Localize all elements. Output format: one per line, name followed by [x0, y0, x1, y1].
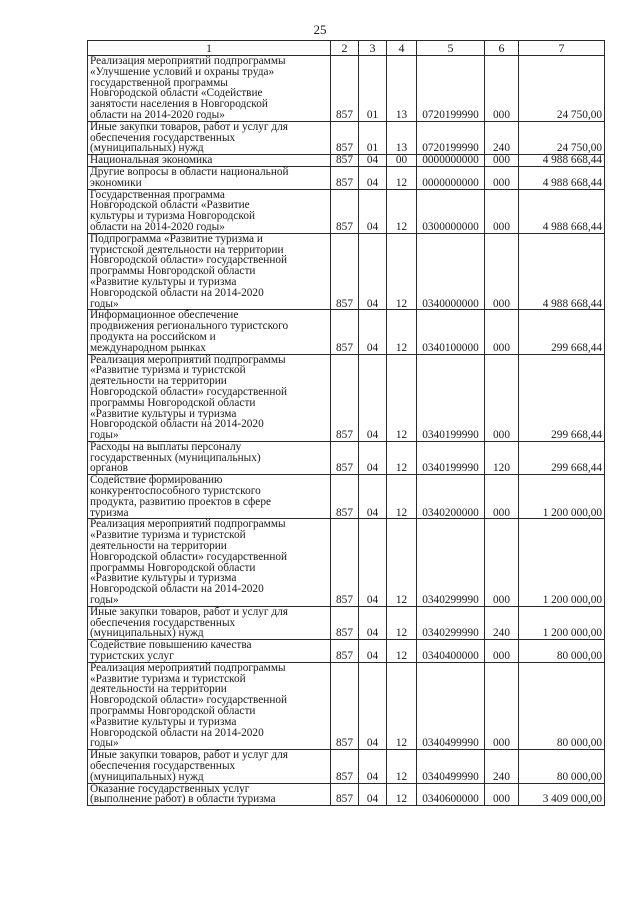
- description-line: Иные закупки товаров, работ и услуг для: [90, 606, 288, 618]
- description-line: Подпрограмма «Развитие туризма и: [90, 233, 263, 245]
- description-line: Новгородской области» государственной: [90, 254, 288, 267]
- description-line: туризма: [90, 506, 129, 519]
- description-line: Государственная программа: [90, 189, 225, 201]
- description-line: продукта на российском и: [90, 330, 216, 343]
- cell-expense-type-code: 000: [485, 475, 519, 519]
- cell-expense-type-code: 000: [485, 56, 519, 122]
- table-row: [88, 354, 605, 441]
- table-row: [88, 606, 605, 639]
- cell-description: [88, 166, 331, 189]
- description-line: обеспечения государственных: [90, 616, 236, 629]
- description-line: туристских услуг: [90, 650, 174, 663]
- table-row: [88, 750, 605, 783]
- cell-expense-type-code: 000: [485, 783, 519, 806]
- cell-amount: 3 409 000,00: [519, 783, 605, 806]
- cell-amount: 299 668,44: [519, 441, 605, 474]
- table-row: [88, 166, 605, 189]
- cell-target-article-code: 0300000000: [417, 189, 485, 233]
- cell-amount: 4 988 668,44: [519, 189, 605, 233]
- description-line: международном рынках: [90, 341, 206, 354]
- table-row: [88, 662, 605, 749]
- table-row: [88, 233, 605, 310]
- description-line: Новгородской области «Содействие: [90, 87, 263, 100]
- cell-amount: 1 200 000,00: [519, 606, 605, 639]
- cell-description: [88, 519, 331, 606]
- cell-amount: 80 000,00: [519, 662, 605, 749]
- description-line: Реализация мероприятий подпрограммы: [90, 518, 286, 531]
- cell-expense-type-code: 000: [485, 233, 519, 310]
- cell-description: [88, 475, 331, 519]
- header-cell-section: 3: [359, 41, 387, 56]
- description-line: «Развитие культуры и туризма: [90, 572, 237, 585]
- header-cell-ministry: 2: [331, 41, 359, 56]
- cell-section-code: 04: [359, 441, 387, 474]
- description-line: Новгородской области на 2014-2020: [90, 583, 264, 596]
- cell-section-code: 04: [359, 750, 387, 783]
- description-line: Реализация мероприятий подпрограммы: [90, 662, 286, 674]
- cell-amount: 4 988 668,44: [519, 155, 605, 167]
- page-number: 25: [313, 22, 327, 37]
- header-cell-expense-type: 6: [485, 41, 519, 56]
- cell-section-code: 04: [359, 640, 387, 663]
- cell-section-code: 04: [359, 155, 387, 167]
- cell-description: [88, 783, 331, 806]
- cell-subsection-code: 12: [387, 475, 417, 519]
- cell-description: [88, 155, 331, 167]
- cell-expense-type-code: 000: [485, 166, 519, 189]
- cell-target-article-code: 0340299990: [417, 519, 485, 606]
- description-line: «Улучшение условий и охраны труда»: [90, 65, 275, 78]
- cell-section-code: 04: [359, 310, 387, 354]
- table-row: [88, 155, 605, 167]
- description-line: Новгородской области» государственной: [90, 694, 288, 707]
- cell-subsection-code: 12: [387, 166, 417, 189]
- cell-subsection-code: 12: [387, 189, 417, 233]
- description-line: Другие вопросы в области национальной: [90, 166, 289, 178]
- description-line: «Развитие культуры и туризма: [90, 715, 237, 728]
- cell-description: [88, 750, 331, 783]
- cell-amount: 299 668,44: [519, 354, 605, 441]
- cell-subsection-code: 12: [387, 606, 417, 639]
- cell-subsection-code: 12: [387, 310, 417, 354]
- cell-subsection-code: 12: [387, 662, 417, 749]
- description-line: Расходы на выплаты персоналу: [90, 441, 242, 453]
- cell-target-article-code: 0000000000: [417, 166, 485, 189]
- cell-expense-type-code: 000: [485, 640, 519, 663]
- cell-description: [88, 662, 331, 749]
- cell-amount: 299 668,44: [519, 310, 605, 354]
- cell-description: [88, 606, 331, 639]
- description-line: (муниципальных) нужд: [90, 627, 204, 640]
- cell-target-article-code: 0340400000: [417, 640, 485, 663]
- description-line: области на 2014-2020 годы»: [90, 108, 225, 121]
- cell-subsection-code: 12: [387, 519, 417, 606]
- cell-description: [88, 354, 331, 441]
- header-cell-amount: 7: [519, 41, 605, 56]
- cell-ministry-code: 857: [331, 121, 359, 154]
- description-line: (муниципальных) нужд: [90, 142, 204, 155]
- description-line: Новгородской области на 2014-2020: [90, 726, 264, 739]
- header-cell-subsection: 4: [387, 41, 417, 56]
- description-line: «Развитие культуры и туризма: [90, 407, 237, 420]
- cell-expense-type-code: 240: [485, 121, 519, 154]
- cell-section-code: 04: [359, 166, 387, 189]
- cell-subsection-code: 13: [387, 56, 417, 122]
- description-line: деятельности на территории: [90, 540, 227, 553]
- cell-subsection-code: 12: [387, 750, 417, 783]
- cell-description: [88, 189, 331, 233]
- cell-expense-type-code: 240: [485, 606, 519, 639]
- description-line: обеспечения государственных: [90, 760, 236, 772]
- table-row: [88, 475, 605, 519]
- cell-ministry-code: 857: [331, 354, 359, 441]
- description-line: туристской деятельности на территории: [90, 243, 284, 256]
- description-line: Информационное обеспечение: [90, 309, 239, 322]
- table-row: [88, 310, 605, 354]
- description-line: Содействие формированию: [90, 474, 223, 487]
- cell-expense-type-code: 000: [485, 662, 519, 749]
- cell-ministry-code: 857: [331, 783, 359, 806]
- cell-expense-type-code: 000: [485, 189, 519, 233]
- cell-subsection-code: 12: [387, 354, 417, 441]
- description-line: Новгородской области» государственной: [90, 550, 288, 563]
- description-line: Национальная экономика: [90, 154, 213, 167]
- cell-subsection-code: 13: [387, 121, 417, 154]
- cell-ministry-code: 857: [331, 519, 359, 606]
- cell-target-article-code: 0340000000: [417, 233, 485, 310]
- cell-section-code: 01: [359, 56, 387, 122]
- cell-ministry-code: 857: [331, 750, 359, 783]
- cell-amount: 80 000,00: [519, 750, 605, 783]
- header-cell-description: 1: [88, 41, 331, 56]
- cell-subsection-code: 12: [387, 441, 417, 474]
- cell-section-code: 04: [359, 354, 387, 441]
- description-line: Оказание государственных услуг: [90, 783, 250, 795]
- description-line: программы Новгородской области: [90, 561, 256, 574]
- description-line: «Развитие культуры и туризма: [90, 275, 237, 288]
- description-line: «Развитие туризма и туристской: [90, 364, 246, 377]
- description-line: (муниципальных) нужд: [90, 770, 204, 783]
- cell-target-article-code: 0340600000: [417, 783, 485, 806]
- cell-expense-type-code: 000: [485, 310, 519, 354]
- description-line: деятельности на территории: [90, 375, 227, 388]
- cell-section-code: 04: [359, 662, 387, 749]
- description-line: Новгородской области на 2014-2020: [90, 286, 264, 299]
- cell-description: [88, 56, 331, 122]
- header-row: [88, 41, 605, 56]
- cell-ministry-code: 857: [331, 233, 359, 310]
- cell-ministry-code: 857: [331, 606, 359, 639]
- description-line: области на 2014-2020 годы»: [90, 220, 225, 233]
- cell-amount: 24 750,00: [519, 121, 605, 154]
- description-line: Реализация мероприятий подпрограммы: [90, 55, 286, 67]
- description-line: государственной программы: [90, 76, 228, 89]
- cell-target-article-code: 0340100000: [417, 310, 485, 354]
- description-line: программы Новгородской области: [90, 705, 256, 718]
- cell-ministry-code: 857: [331, 310, 359, 354]
- description-line: органов: [90, 462, 128, 475]
- cell-section-code: 04: [359, 189, 387, 233]
- table-row: [88, 441, 605, 474]
- description-line: программы Новгородской области: [90, 396, 256, 409]
- description-line: продукта, развитию проектов в сфере: [90, 495, 271, 508]
- description-line: конкурентоспособного туристского: [90, 485, 261, 498]
- description-line: Новгородской области «Развитие: [90, 199, 250, 212]
- cell-target-article-code: 0340199990: [417, 441, 485, 474]
- cell-description: [88, 441, 331, 474]
- cell-expense-type-code: 000: [485, 155, 519, 167]
- cell-subsection-code: 12: [387, 783, 417, 806]
- description-line: (выполнение работ) в области туризма: [90, 793, 276, 806]
- budget-table: [87, 40, 605, 806]
- description-line: «Развитие туризма и туристской: [90, 672, 246, 685]
- cell-target-article-code: 0000000000: [417, 155, 485, 167]
- cell-target-article-code: 0340199990: [417, 354, 485, 441]
- table-row: [88, 56, 605, 122]
- description-line: обеспечения государственных: [90, 131, 236, 144]
- cell-amount: 1 200 000,00: [519, 475, 605, 519]
- description-line: Иные закупки товаров, работ и услуг для: [90, 121, 288, 133]
- description-line: программы Новгородской области: [90, 265, 256, 278]
- cell-target-article-code: 0720199990: [417, 56, 485, 122]
- description-line: экономики: [90, 176, 142, 189]
- description-line: «Развитие туризма и туристской: [90, 529, 246, 542]
- table-row: [88, 189, 605, 233]
- cell-ministry-code: 857: [331, 475, 359, 519]
- description-line: годы»: [90, 594, 119, 607]
- cell-amount: 80 000,00: [519, 640, 605, 663]
- cell-description: [88, 121, 331, 154]
- cell-target-article-code: 0340499990: [417, 662, 485, 749]
- description-line: годы»: [90, 297, 119, 310]
- table-body: [88, 56, 605, 806]
- cell-section-code: 04: [359, 475, 387, 519]
- description-line: продвижения регионального туристского: [90, 320, 289, 333]
- cell-subsection-code: 00: [387, 155, 417, 167]
- cell-target-article-code: 0720199990: [417, 121, 485, 154]
- description-line: Реализация мероприятий подпрограммы: [90, 354, 286, 366]
- cell-expense-type-code: 240: [485, 750, 519, 783]
- cell-ministry-code: 857: [331, 640, 359, 663]
- cell-expense-type-code: 000: [485, 354, 519, 441]
- table-row: [88, 519, 605, 606]
- description-line: Новгородской области» государственной: [90, 385, 288, 398]
- cell-target-article-code: 0340299990: [417, 606, 485, 639]
- table-row: [88, 640, 605, 663]
- cell-section-code: 04: [359, 783, 387, 806]
- cell-section-code: 04: [359, 606, 387, 639]
- description-line: Иные закупки товаров, работ и услуг для: [90, 749, 288, 762]
- description-line: годы»: [90, 737, 119, 750]
- header-cell-target-article: 5: [417, 41, 485, 56]
- cell-ministry-code: 857: [331, 155, 359, 167]
- cell-target-article-code: 0340200000: [417, 475, 485, 519]
- cell-ministry-code: 857: [331, 662, 359, 749]
- cell-section-code: 04: [359, 519, 387, 606]
- cell-ministry-code: 857: [331, 441, 359, 474]
- cell-amount: 4 988 668,44: [519, 166, 605, 189]
- cell-ministry-code: 857: [331, 56, 359, 122]
- description-line: годы»: [90, 429, 119, 442]
- cell-ministry-code: 857: [331, 166, 359, 189]
- cell-subsection-code: 12: [387, 233, 417, 310]
- cell-subsection-code: 12: [387, 640, 417, 663]
- description-line: занятости населения в Новгородской: [90, 98, 268, 111]
- table-row: [88, 783, 605, 806]
- description-line: государственных (муниципальных): [90, 451, 261, 464]
- description-line: культуры и туризма Новгородской: [90, 210, 256, 223]
- cell-amount: 4 988 668,44: [519, 233, 605, 310]
- cell-ministry-code: 857: [331, 189, 359, 233]
- cell-section-code: 04: [359, 233, 387, 310]
- cell-expense-type-code: 000: [485, 519, 519, 606]
- description-line: Содействие повышению качества: [90, 639, 252, 652]
- description-line: Новгородской области на 2014-2020: [90, 418, 264, 431]
- table-row: [88, 121, 605, 154]
- cell-description: [88, 233, 331, 310]
- cell-target-article-code: 0340499990: [417, 750, 485, 783]
- cell-amount: 24 750,00: [519, 56, 605, 122]
- cell-section-code: 01: [359, 121, 387, 154]
- cell-amount: 1 200 000,00: [519, 519, 605, 606]
- cell-expense-type-code: 120: [485, 441, 519, 474]
- cell-description: [88, 640, 331, 663]
- description-line: деятельности на территории: [90, 683, 227, 696]
- cell-description: [88, 310, 331, 354]
